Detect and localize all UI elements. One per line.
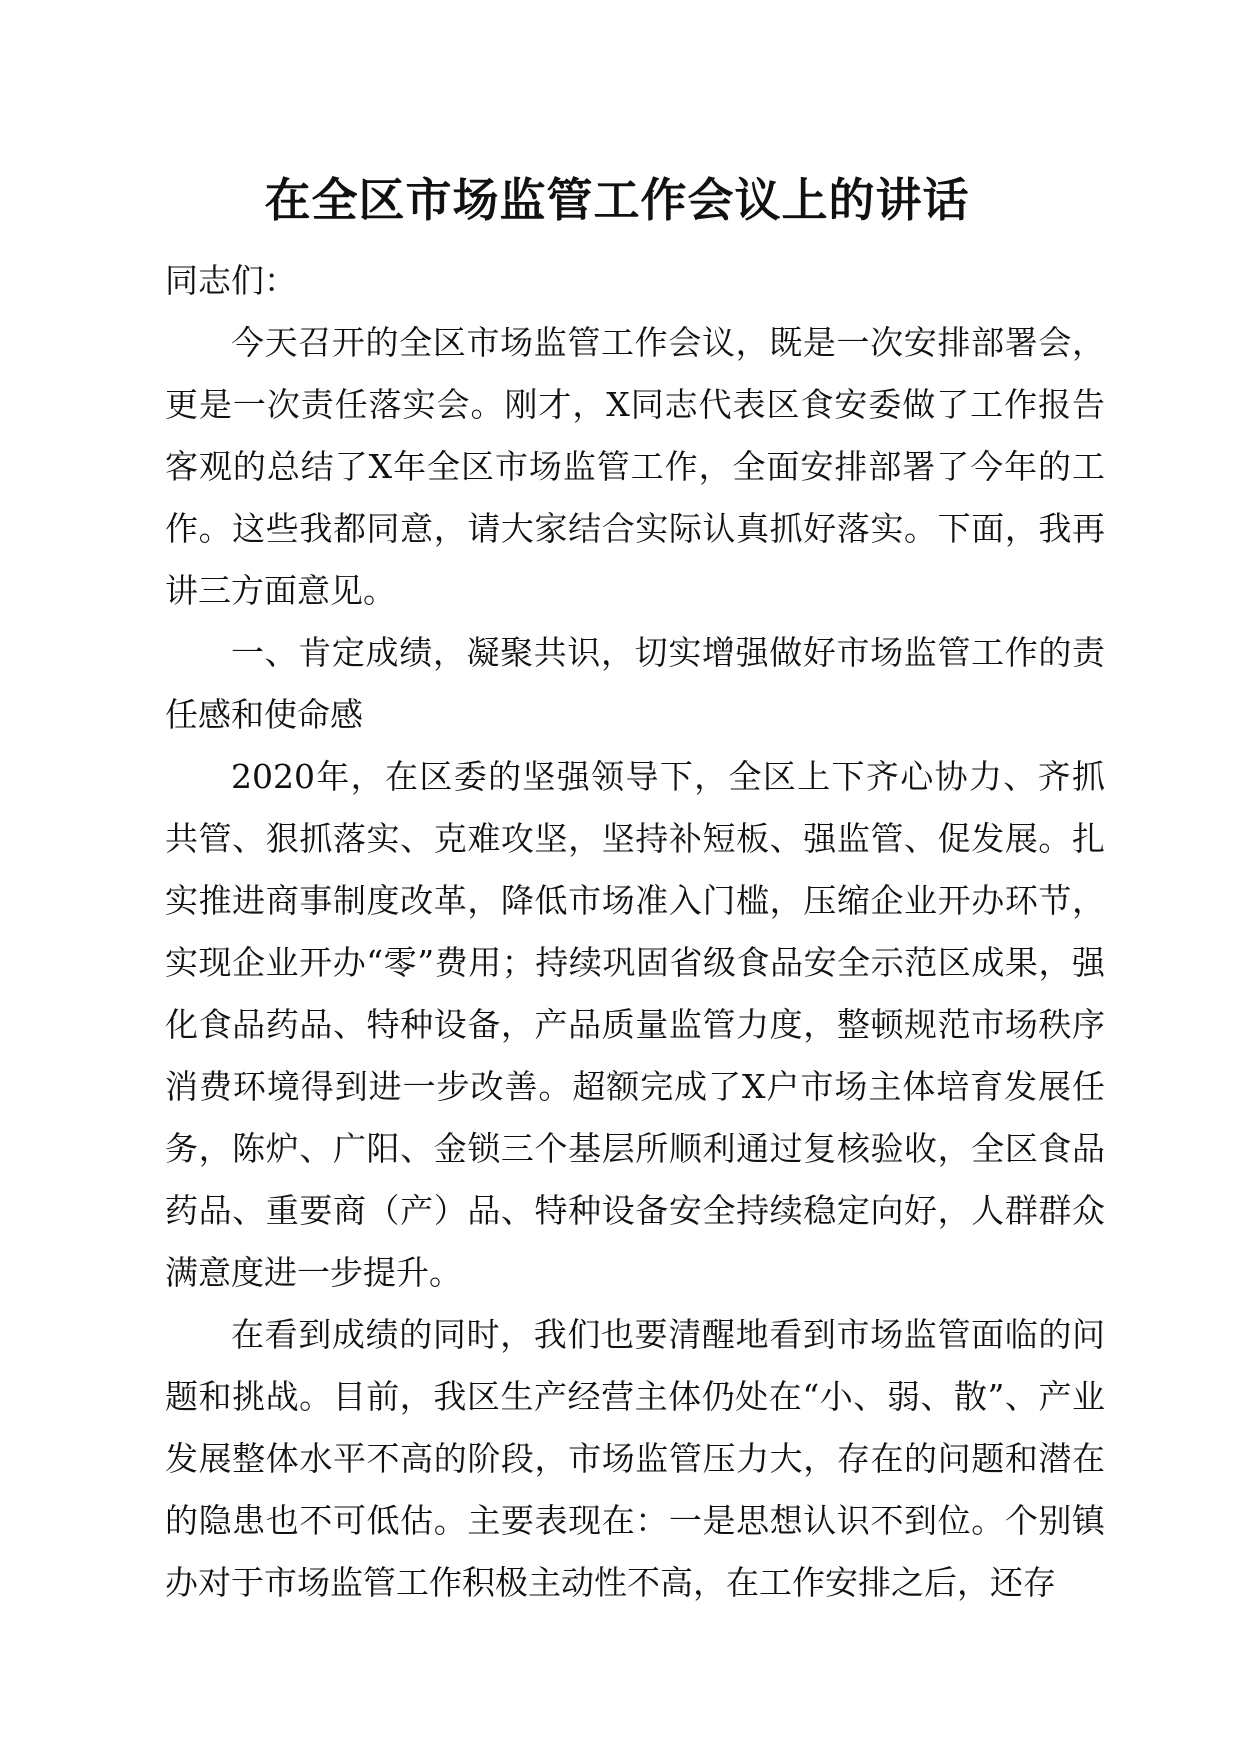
paragraph-intro: 今天召开的全区市场监管工作会议，既是一次安排部署会，更是一次责任落实会。刚才，X同志代表区食安委做了工作报告客观的总结了X年全区市场监管工作，全面安排部署了今年的工作。这些我都同意，请大家结合实际认真抓好落实。下面，我再讲三方面意见。 bbox=[165, 323, 1105, 610]
section-heading-one: 一、肯定成绩，凝聚共识，切实增强做好市场监管工作的责任感和使命感 bbox=[165, 633, 1105, 734]
document-body bbox=[165, 250, 1105, 1614]
salutation: 同志们： bbox=[165, 261, 297, 300]
document-title: 在全区市场监管工作会议上的讲话 bbox=[264, 173, 970, 227]
paragraph-achievements: 2020年，在区委的坚强领导下，全区上下齐心协力、齐抓共管、狠抓落实、克难攻坚，坚持补短板、强监管、促发展。扎实推进商事制度改革，降低市场准入门槛，压缩企业开办环节，实现企业开办“零”费用；持续巩固省级食品安全示范区成果，强化食品药品、特种设备，产品质量监管力度，整顿规范市场秩序消费环境得到进一步改善。超额完成了X户市场主体培育发展任务，陈炉、广阳、金锁三个基层所顺利通过复核验收，全区食品药品、重要商（产）品、特种设备安全持续稳定向好，人群群众满意度进一步提升。 bbox=[165, 757, 1105, 1292]
paragraph-challenges: 在看到成绩的同时，我们也要清醒地看到市场监管面临的问题和挑战。目前，我区生产经营主体仍处在“小、弱、散”、产业发展整体水平不高的阶段，市场监管压力大，存在的问题和潜在的隐患也不可低估。主要表现在：一是思想认识不到位。个别镇办对于市场监管工作积极主动性不高，在工作安排之后，还存 bbox=[165, 1315, 1105, 1602]
